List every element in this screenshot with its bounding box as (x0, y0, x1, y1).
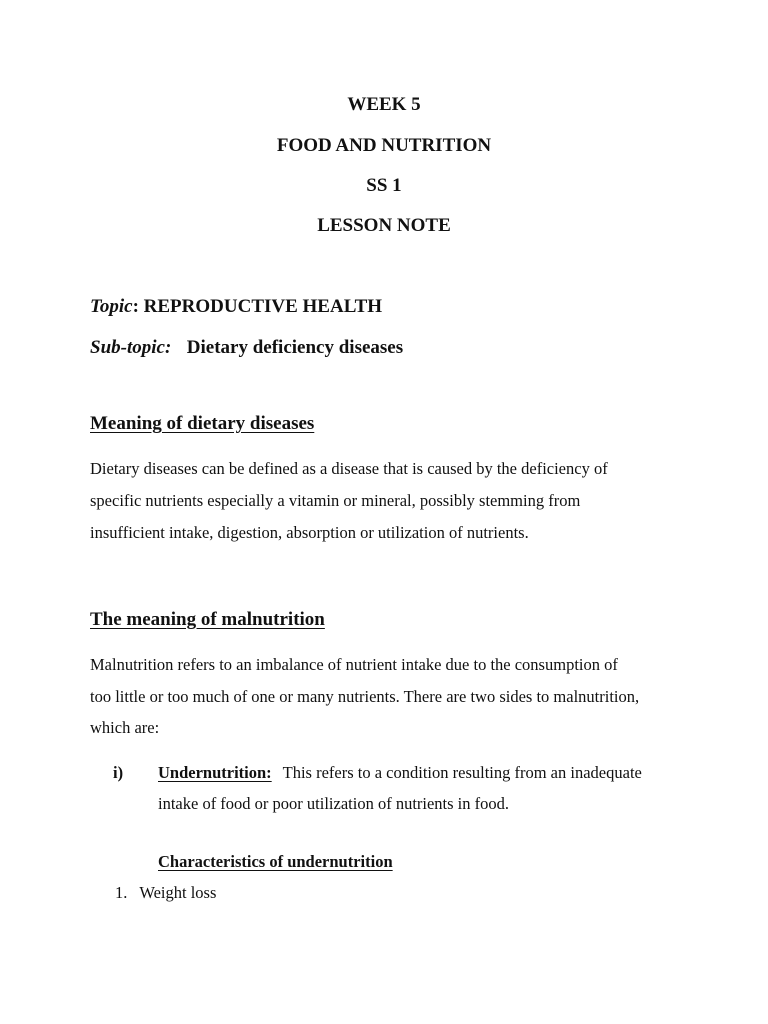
section-heading-malnutrition: The meaning of malnutrition (90, 609, 325, 630)
list-number: 1. (115, 883, 128, 902)
paragraph-line: which are: (90, 718, 160, 737)
section-heading-dietary-diseases: Meaning of dietary diseases (90, 413, 315, 434)
list-item-undernutrition (158, 762, 642, 784)
list-marker: i) (113, 763, 124, 782)
subtopic-value: Dietary deficiency diseases (186, 337, 404, 358)
subtopic-line (90, 336, 403, 360)
topic-colon: : (132, 296, 144, 317)
numbered-list-item (115, 882, 216, 904)
week-title: WEEK 5 (347, 94, 421, 115)
sub-heading-characteristics: Characteristics of undernutrition (158, 852, 393, 871)
paragraph-line: Malnutrition refers to an imbalance of nutrient intake due to the consumption of (90, 655, 618, 674)
topic-label: Topic (90, 296, 133, 317)
term-definition: This refers to a condition resulting from an inadequate (282, 763, 642, 782)
paragraph-line: specific nutrients especially a vitamin or mineral, possibly stemming from (90, 491, 581, 510)
term-definition-continued: intake of food or poor utilization of nutrients in food. (158, 794, 510, 813)
paragraph-line: too little or too much of one or many nutrients. There are two sides to malnutrition, (90, 687, 640, 706)
paragraph-line: Dietary diseases can be defined as a disease that is caused by the deficiency of (90, 459, 608, 478)
topic-value: REPRODUCTIVE HEALTH (143, 296, 383, 317)
topic-line (90, 295, 382, 319)
class-title: SS 1 (366, 175, 402, 196)
document-type-title: LESSON NOTE (317, 215, 451, 236)
paragraph-line: insufficient intake, digestion, absorption or utilization of nutrients. (90, 523, 529, 542)
list-item-text: Weight loss (139, 883, 217, 902)
subject-title: FOOD AND NUTRITION (276, 135, 492, 156)
subtopic-label: Sub-topic: (90, 337, 172, 358)
term-label: Undernutrition: (158, 763, 272, 782)
